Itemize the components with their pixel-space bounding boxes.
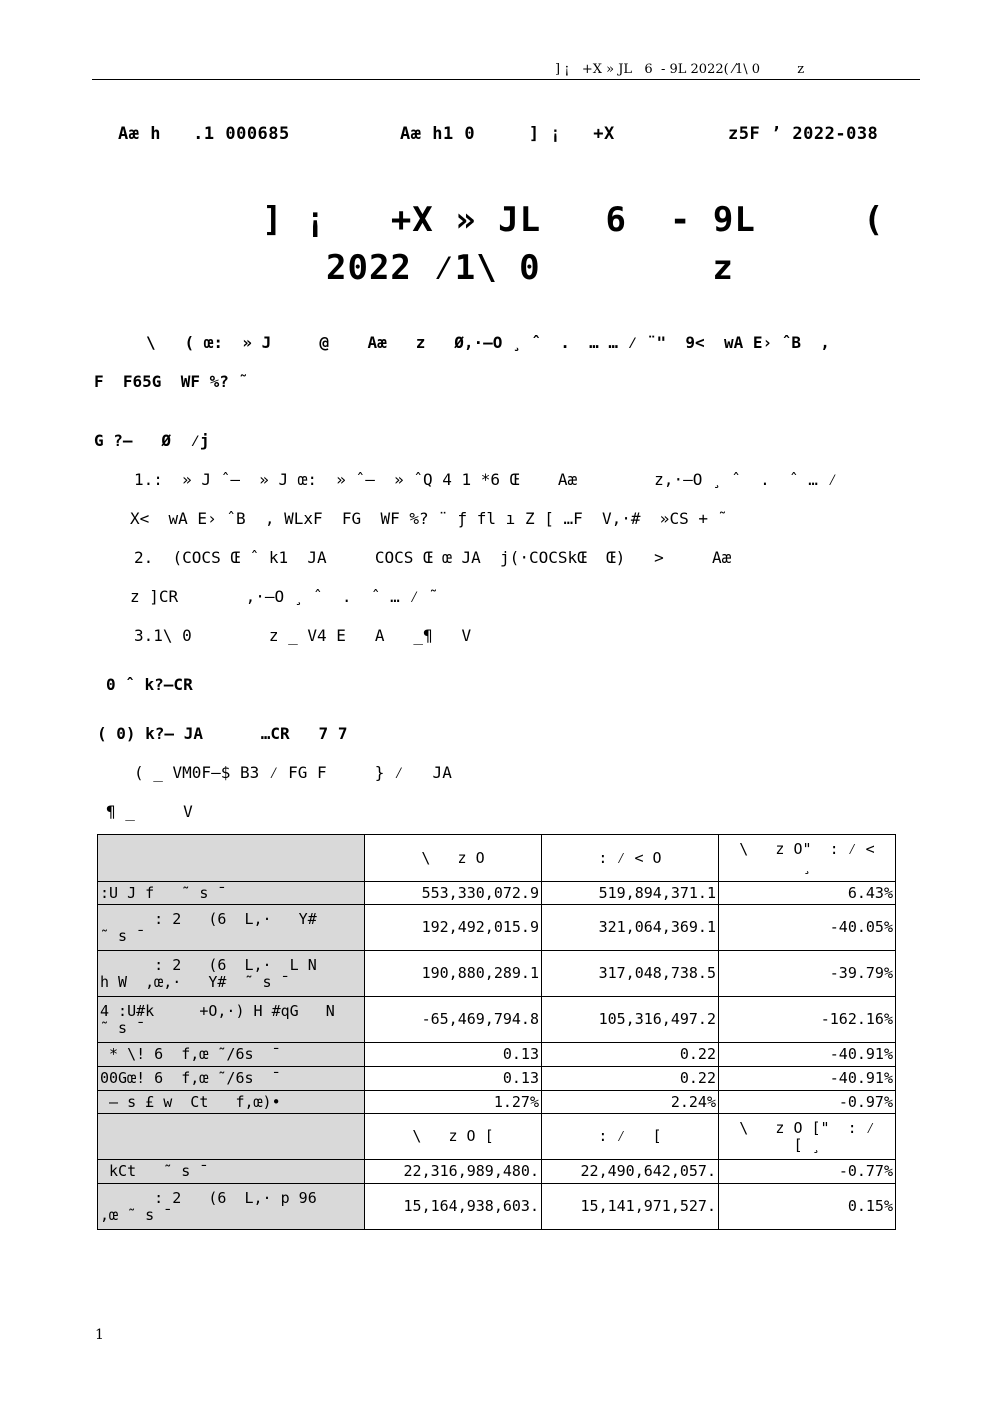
- table-row: [98, 1067, 896, 1091]
- section1-item: 2. (COCS Œ ˆ k1 JA COCS Œ œ JA j(·COCSkŒ Œ) > Aæ: [134, 548, 732, 567]
- prior-period-value: 2.24%: [542, 1091, 719, 1114]
- change-value: -0.77%: [719, 1160, 896, 1184]
- change-value: -40.91%: [719, 1067, 896, 1091]
- table-header-row: [98, 835, 896, 882]
- table-row: [98, 882, 896, 905]
- row-label: — s £ w Ct f,œ)•: [98, 1091, 365, 1114]
- current-period-value: 15,164,938,603.: [365, 1184, 542, 1230]
- change-value: -0.97%: [719, 1091, 896, 1114]
- section1-item: 3.1\ 0 z _ V4 E A _¶ V: [134, 626, 472, 645]
- current-period-value: -65,469,794.8: [365, 997, 542, 1043]
- current-period-value: 190,880,289.1: [365, 951, 542, 997]
- section2-heading: 0 ˆ k?–CR: [106, 675, 193, 694]
- row-label: : 2 (6 L,· L N h W ,œ,· Y# ˜ s ˉ: [98, 951, 365, 997]
- prior-period-value: 105,316,497.2: [542, 997, 719, 1043]
- prior-period-value: 15,141,971,527.: [542, 1184, 719, 1230]
- current-period-value: 0.13: [365, 1043, 542, 1067]
- section1-item: z ]CR ,·–O ¸ ˆ . ˆ … ⁄ ˜: [130, 587, 439, 606]
- current-period-value: 22,316,989,480.: [365, 1160, 542, 1184]
- section2-text: ( _ VM0F–$ B3 ⁄ FG F } ⁄ JA: [134, 763, 452, 782]
- running-header: ] ¡ +X » JL 6 - 9L 2022( ⁄1\ 0 z: [555, 62, 805, 77]
- header-rule: [92, 79, 920, 80]
- intro-paragraph-line2: F F65G WF %? ˜: [94, 372, 249, 391]
- table-header-row: [98, 1114, 896, 1160]
- change-value: -162.16%: [719, 997, 896, 1043]
- prior-period-value: 519,894,371.1: [542, 882, 719, 905]
- change-value: -40.91%: [719, 1043, 896, 1067]
- row-label: : 2 (6 L,· p 96 ,œ ˜ s ˉ: [98, 1184, 365, 1230]
- table-header-cell: : ⁄ < O: [542, 835, 719, 882]
- row-label: 00Gœ! 6 f,œ ˜/6s ˉ: [98, 1067, 365, 1091]
- table-row: [98, 1091, 896, 1114]
- table-header-cell: \ z O [: [365, 1114, 542, 1160]
- table-header-cell: [98, 1114, 365, 1160]
- table-header-cell: [98, 835, 365, 882]
- table-header-cell: \ z O: [365, 835, 542, 882]
- document-title-line2: 2022 ⁄1\ 0 z: [326, 248, 734, 288]
- section1-item: X< wA E› ˆB , WLxF FG WF %? ¨ ƒ fl ı Z [ …F V,·# »CS + ˜: [130, 509, 728, 528]
- table-header-cell: \ z O" : ⁄ < ¸: [719, 835, 896, 882]
- intro-paragraph-line1: \ ( œ: » J @ Aæ z Ø,·–O ¸ ˆ . … … ⁄ ¨" 9< wA E› ˆB ,: [146, 333, 830, 352]
- table-row: [98, 1160, 896, 1184]
- current-period-value: 553,330,072.9: [365, 882, 542, 905]
- row-label: 4 :U#k +O,·) H #qG N ˜ s ˉ: [98, 997, 365, 1043]
- prior-period-value: 22,490,642,057.: [542, 1160, 719, 1184]
- table-header-cell: \ z O [" : ⁄ [ ¸: [719, 1114, 896, 1160]
- change-value: -39.79%: [719, 951, 896, 997]
- change-value: -40.05%: [719, 905, 896, 951]
- change-value: 6.43%: [719, 882, 896, 905]
- table-row: [98, 905, 896, 951]
- row-label: : 2 (6 L,· Y# ˜ s ˉ: [98, 905, 365, 951]
- prior-period-value: 0.22: [542, 1067, 719, 1091]
- section1-heading: G ?– Ø ⁄j: [94, 431, 210, 450]
- table-row: [98, 951, 896, 997]
- table-row: [98, 1043, 896, 1067]
- stock-code: Aæ h .1 000685: [118, 124, 290, 144]
- table-header-cell: : ⁄ [: [542, 1114, 719, 1160]
- document-title-line1: ] ¡ +X » JL 6 - 9L (: [262, 200, 885, 240]
- notice-number: z5F ’ 2022-038: [728, 124, 879, 144]
- section1-item: 1.: » J ˆ– » J œ: » ˆ– » ˆQ 4 1 *6 Œ Aæ z,·–O ¸ ˆ . ˆ … ⁄: [134, 470, 838, 489]
- row-label: * \! 6 f,œ ˜/6s ˉ: [98, 1043, 365, 1067]
- current-period-value: 192,492,015.9: [365, 905, 542, 951]
- change-value: 0.15%: [719, 1184, 896, 1230]
- page-number: 1: [95, 1327, 104, 1343]
- row-label: kCt ˜ s ˉ: [98, 1160, 365, 1184]
- current-period-value: 1.27%: [365, 1091, 542, 1114]
- table-row: [98, 997, 896, 1043]
- prior-period-value: 321,064,369.1: [542, 905, 719, 951]
- prior-period-value: 0.22: [542, 1043, 719, 1067]
- financial-table: [97, 834, 896, 1230]
- row-label: :U J f ˜ s ˉ: [98, 882, 365, 905]
- table-row: [98, 1184, 896, 1230]
- section2-unit-note: ¶ _ V: [106, 802, 193, 821]
- stock-abbreviation: Aæ h1 0 ] ¡ +X: [400, 124, 615, 144]
- section2-subheading: ( 0) k?– JA …CR 7 7: [97, 724, 348, 743]
- current-period-value: 0.13: [365, 1067, 542, 1091]
- prior-period-value: 317,048,738.5: [542, 951, 719, 997]
